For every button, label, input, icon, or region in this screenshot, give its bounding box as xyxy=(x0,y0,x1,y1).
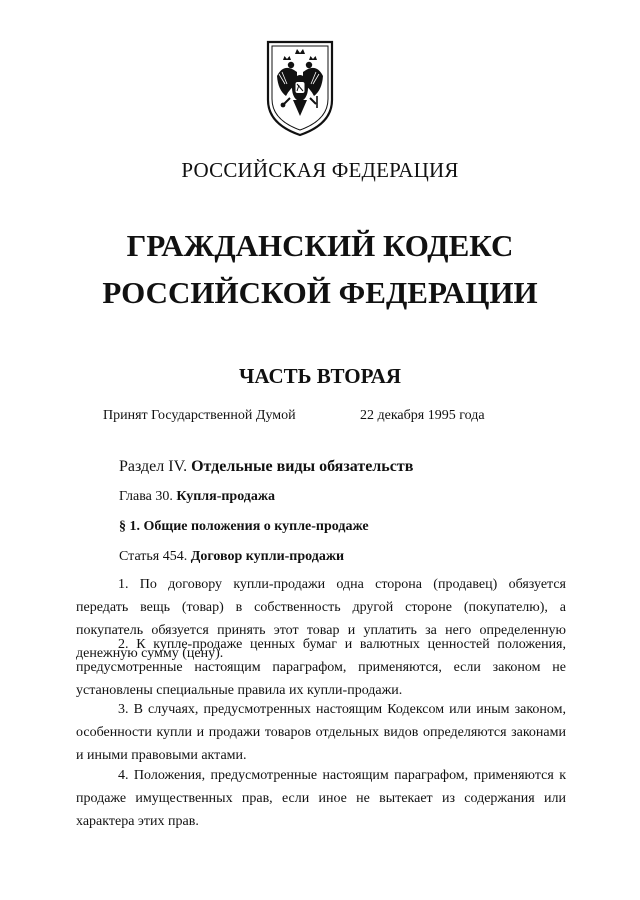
code-title xyxy=(0,222,640,316)
paragraph-label: § 1. xyxy=(119,519,140,534)
chapter-title: Купля-продажа xyxy=(176,489,276,504)
coat-of-arms-emblem xyxy=(264,38,336,138)
article-title: Договор купли-продажи xyxy=(190,549,345,564)
country-heading: РОССИЙСКАЯ ФЕДЕРАЦИЯ xyxy=(181,158,459,182)
article-clause-4: 4. Положения, предусмотренные настоящим параграфом, применяются к продаже имущественных прав, если иное не вытекает из содержания или характера этих прав. xyxy=(76,768,566,829)
adopted-by: Принят Государственной Думой xyxy=(103,408,296,423)
part-heading: ЧАСТЬ ВТОРАЯ xyxy=(238,364,402,388)
section-label: Раздел IV. xyxy=(119,458,188,475)
code-title-line1: ГРАЖДАНСКИЙ КОДЕКС xyxy=(126,228,514,263)
article-clause-2: 2. К купле-продаже ценных бумаг и валютных ценностей положения, предусмотренные настоящим параграфом, применяются, если законом не установлены специальные правила их купли-продажи. xyxy=(76,637,566,698)
section-title: Отдельные виды обязательств xyxy=(191,458,414,475)
paragraph-heading xyxy=(119,519,369,535)
article-label: Статья 454. xyxy=(119,549,188,564)
section-heading xyxy=(119,458,413,476)
chapter-label: Глава 30. xyxy=(119,489,173,504)
code-title-line2: РОССИЙСКОЙ ФЕДЕРАЦИИ xyxy=(102,275,538,310)
paragraph-title: Общие положения о купле-продаже xyxy=(143,519,369,534)
article-heading xyxy=(119,549,344,565)
article-clause-1: 1. По договору купли-продажи одна сторона (продавец) обязуется передать вещь (товар) в собственность другой стороне (покупателю), а покупатель обязуется принять этот товар и уплатить за него определенную денежную сумму (цену). xyxy=(76,577,566,661)
adopted-date: 22 декабря 1995 года xyxy=(360,408,485,423)
article-clause-3: 3. В случаях, предусмотренных настоящим Кодексом или иным законом, особенности купли и продажи товаров отдельных видов определяются законами и иными правовыми актами. xyxy=(76,702,566,763)
chapter-heading xyxy=(119,489,275,505)
